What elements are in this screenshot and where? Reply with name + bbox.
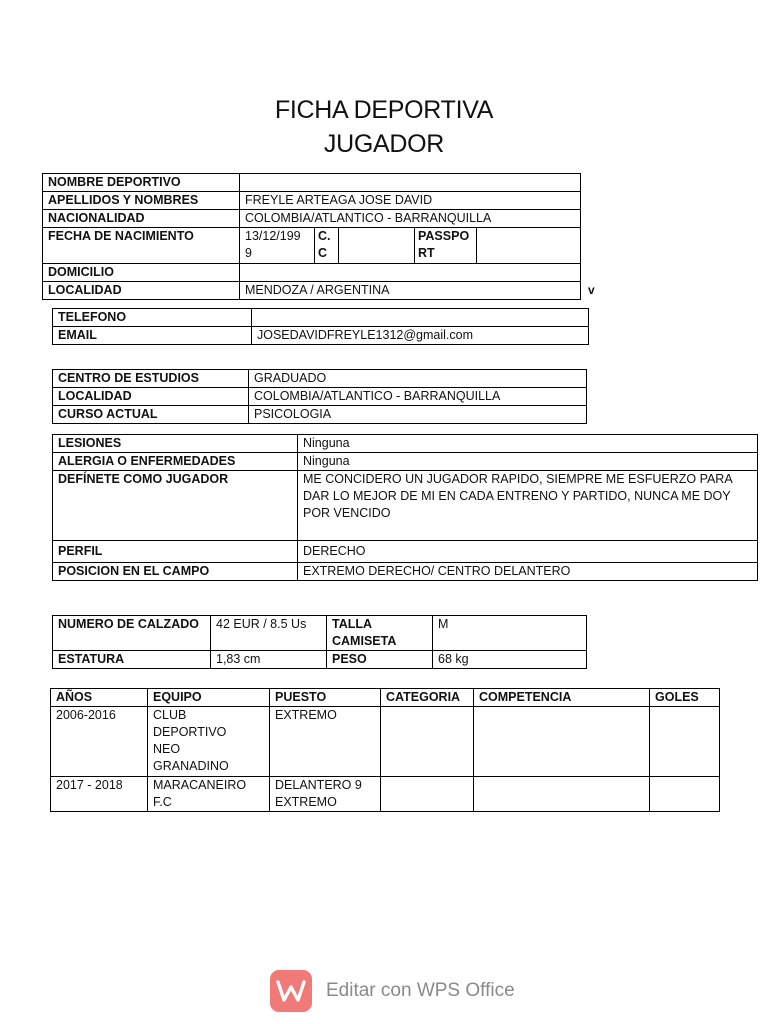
- cc-label: C.C: [315, 228, 339, 264]
- page-title: FICHA DEPORTIVA: [274, 96, 494, 124]
- lesiones-value: Ninguna: [298, 435, 758, 453]
- puesto-line: EXTREMO: [275, 795, 337, 809]
- fecha-line-2: 9: [245, 246, 252, 260]
- estudios-localidad-label: LOCALIDAD: [53, 388, 249, 406]
- telefono-label: TELEFONO: [53, 309, 252, 327]
- pasaporte-value: [477, 228, 581, 264]
- career-categoria: [381, 777, 474, 812]
- estatura-label: ESTATURA: [53, 651, 211, 669]
- curso-actual-label: CURSO ACTUAL: [53, 406, 249, 424]
- career-anos: 2017 - 2018: [51, 777, 148, 812]
- peso-label: PESO: [327, 651, 433, 669]
- equipo-line: DEPORTIVO: [153, 725, 227, 739]
- apellidos-value: FREYLE ARTEAGA JOSE DAVID: [240, 192, 581, 210]
- localidad-value: MENDOZA / ARGENTINA: [240, 282, 581, 300]
- puesto-line: DELANTERO 9: [275, 778, 362, 792]
- career-puesto: EXTREMO: [270, 707, 381, 777]
- talla-label-line-1: TALLA: [332, 617, 373, 631]
- equipo-line: F.C: [153, 795, 172, 809]
- telefono-value: [252, 309, 589, 327]
- localidad-label: LOCALIDAD: [43, 282, 240, 300]
- table-row: [51, 707, 720, 777]
- centro-estudios-label: CENTRO DE ESTUDIOS: [53, 370, 249, 388]
- equipo-line: GRANADINO: [153, 759, 229, 773]
- calzado-label: NUMERO DE CALZADO: [53, 616, 211, 651]
- cc-value: [339, 228, 415, 264]
- email-value: JOSEDAVIDFREYLE1312@gmail.com: [252, 327, 589, 345]
- career-header-competencia: COMPETENCIA: [474, 689, 650, 707]
- domicilio-label: DOMICILIO: [43, 264, 240, 282]
- equipo-line: CLUB: [153, 708, 187, 722]
- perfil-value: DERECHO: [298, 541, 758, 563]
- pasaporte-label-line-1: PASSPO: [418, 229, 470, 243]
- stray-mark: v: [588, 283, 595, 297]
- talla-label: [327, 616, 433, 651]
- curso-actual-value: PSICOLOGIA: [249, 406, 587, 424]
- talla-value: M: [433, 616, 587, 651]
- career-equipo: [148, 777, 270, 812]
- wps-footer-text[interactable]: Editar con WPS Office: [326, 980, 515, 1001]
- equipo-line: NEO: [153, 742, 181, 756]
- player-profile-table: [52, 434, 758, 581]
- pasaporte-label-line-2: RT: [418, 246, 435, 260]
- email-label: EMAIL: [53, 327, 252, 345]
- talla-label-line-2: CAMISETA: [332, 634, 397, 648]
- page-subtitle: JUGADOR: [323, 130, 445, 158]
- alergia-value: Ninguna: [298, 453, 758, 471]
- alergia-label: ALERGIA O ENFERMEDADES: [53, 453, 298, 471]
- definete-label: DEFÍNETE COMO JUGADOR: [53, 471, 298, 541]
- calzado-value: 42 EUR / 8.5 Us: [211, 616, 327, 651]
- career-header-goles: GOLES: [650, 689, 720, 707]
- career-categoria: [381, 707, 474, 777]
- career-header-anos: AÑOS: [51, 689, 148, 707]
- career-puesto: [270, 777, 381, 812]
- career-equipo: [148, 707, 270, 777]
- domicilio-value: [240, 264, 581, 282]
- estudios-localidad-value: COLOMBIA/ATLANTICO - BARRANQUILLA: [249, 388, 587, 406]
- wps-w-icon[interactable]: [270, 970, 312, 1012]
- fecha-line-1: 13/12/199: [245, 229, 301, 243]
- career-competencia: [474, 707, 650, 777]
- fecha-nacimiento-label: FECHA DE NACIMIENTO: [43, 228, 240, 264]
- posicion-label: POSICION EN EL CAMPO: [53, 563, 298, 581]
- nombre-deportivo-label: NOMBRE DEPORTIVO: [43, 174, 240, 192]
- fecha-nacimiento-value: [240, 228, 315, 264]
- career-header-equipo: EQUIPO: [148, 689, 270, 707]
- apellidos-label: APELLIDOS Y NOMBRES: [43, 192, 240, 210]
- career-anos: 2006-2016: [51, 707, 148, 777]
- table-row: [51, 777, 720, 812]
- career-goles: [650, 777, 720, 812]
- career-goles: [650, 707, 720, 777]
- personal-info-table: [42, 173, 581, 300]
- nombre-deportivo-value: [240, 174, 581, 192]
- career-table: [50, 688, 720, 812]
- lesiones-label: LESIONES: [53, 435, 298, 453]
- estatura-value: 1,83 cm: [211, 651, 327, 669]
- centro-estudios-value: GRADUADO: [249, 370, 587, 388]
- career-competencia: [474, 777, 650, 812]
- perfil-label: PERFIL: [53, 541, 298, 563]
- nacionalidad-label: NACIONALIDAD: [43, 210, 240, 228]
- contact-table: [52, 308, 589, 345]
- definete-value: ME CONCIDERO UN JUGADOR RAPIDO, SIEMPRE ME ESFUERZO PARA DAR LO MEJOR DE MI EN CADA ENTRENO Y PARTIDO, NUNCA ME DOY POR VENCIDO: [298, 471, 758, 541]
- studies-table: [52, 369, 587, 424]
- pasaporte-label: [415, 228, 477, 264]
- wps-footer[interactable]: [270, 970, 515, 1012]
- career-header-puesto: PUESTO: [270, 689, 381, 707]
- career-header-categoria: CATEGORIA: [381, 689, 474, 707]
- peso-value: 68 kg: [433, 651, 587, 669]
- physical-table: [52, 615, 587, 669]
- posicion-value: EXTREMO DERECHO/ CENTRO DELANTERO: [298, 563, 758, 581]
- nacionalidad-value: COLOMBIA/ATLANTICO - BARRANQUILLA: [240, 210, 581, 228]
- equipo-line: MARACANEIRO: [153, 778, 247, 792]
